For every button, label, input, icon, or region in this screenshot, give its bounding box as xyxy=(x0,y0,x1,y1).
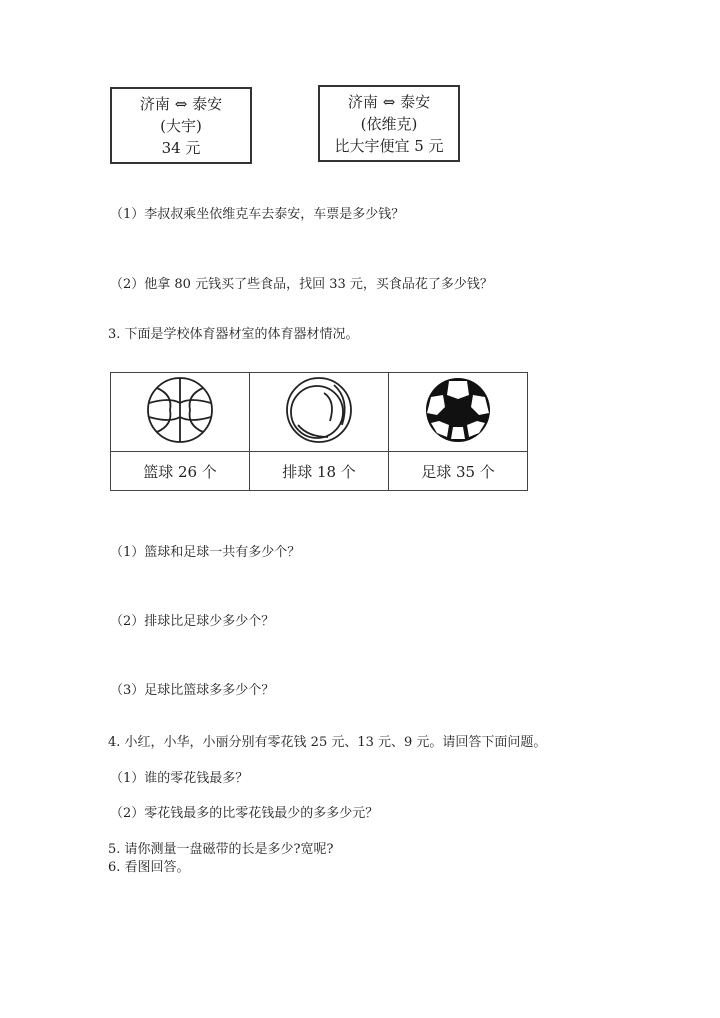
company: (大宇) xyxy=(160,117,202,135)
price: 34 元 xyxy=(161,139,201,157)
question-text: （2）他拿 80 元钱买了些食品，找回 33 元，买食品花了多少钱？ xyxy=(110,277,493,292)
soccer-label: 足球 35 个 xyxy=(389,452,528,491)
route-to: 泰安 xyxy=(192,95,223,113)
volleyball-label: 排球 18 个 xyxy=(250,452,389,491)
volleyball-cell xyxy=(250,373,389,452)
ticket-dayu xyxy=(110,87,252,164)
soccer-ball-icon xyxy=(423,375,493,445)
basketball-cell xyxy=(111,373,250,452)
question-text: （2）零花钱最多的比零花钱最少的多多少元？ xyxy=(110,806,379,821)
question-title: 6. 看图回答。 xyxy=(108,860,190,875)
soccer-cell xyxy=(389,373,528,452)
question-text: （2）排球比足球少多少个？ xyxy=(110,614,275,629)
question-text: （3）足球比篮球多多少个？ xyxy=(110,683,275,698)
double-arrow-icon: ⇔ xyxy=(382,93,396,111)
equipment-table xyxy=(110,372,528,491)
question-text: （1）李叔叔乘坐依维克车去泰安，车票是多少钱？ xyxy=(110,207,405,222)
price: 比大宇便宜 5 元 xyxy=(334,137,444,155)
route-to: 泰安 xyxy=(400,93,431,111)
question-title: 3. 下面是学校体育器材室的体育器材情况。 xyxy=(108,327,359,342)
route-from: 济南 xyxy=(139,95,170,113)
route-from: 济南 xyxy=(347,93,378,111)
basketball-label: 篮球 26 个 xyxy=(111,452,250,491)
company: (依维克) xyxy=(360,115,418,133)
question-title: 5. 请你测量一盘磁带的长是多少?宽呢? xyxy=(108,842,334,857)
question-text: （1）篮球和足球一共有多少个？ xyxy=(110,545,301,560)
ticket-yiweike xyxy=(318,85,460,162)
question-text: （1）谁的零花钱最多？ xyxy=(110,771,249,786)
basketball-icon xyxy=(145,375,215,445)
volleyball-icon xyxy=(284,375,354,445)
question-title: 4. 小红，小华，小丽分别有零花钱 25 元、13 元、9 元。请回答下面问题。 xyxy=(108,735,547,750)
double-arrow-icon: ⇔ xyxy=(174,95,188,113)
